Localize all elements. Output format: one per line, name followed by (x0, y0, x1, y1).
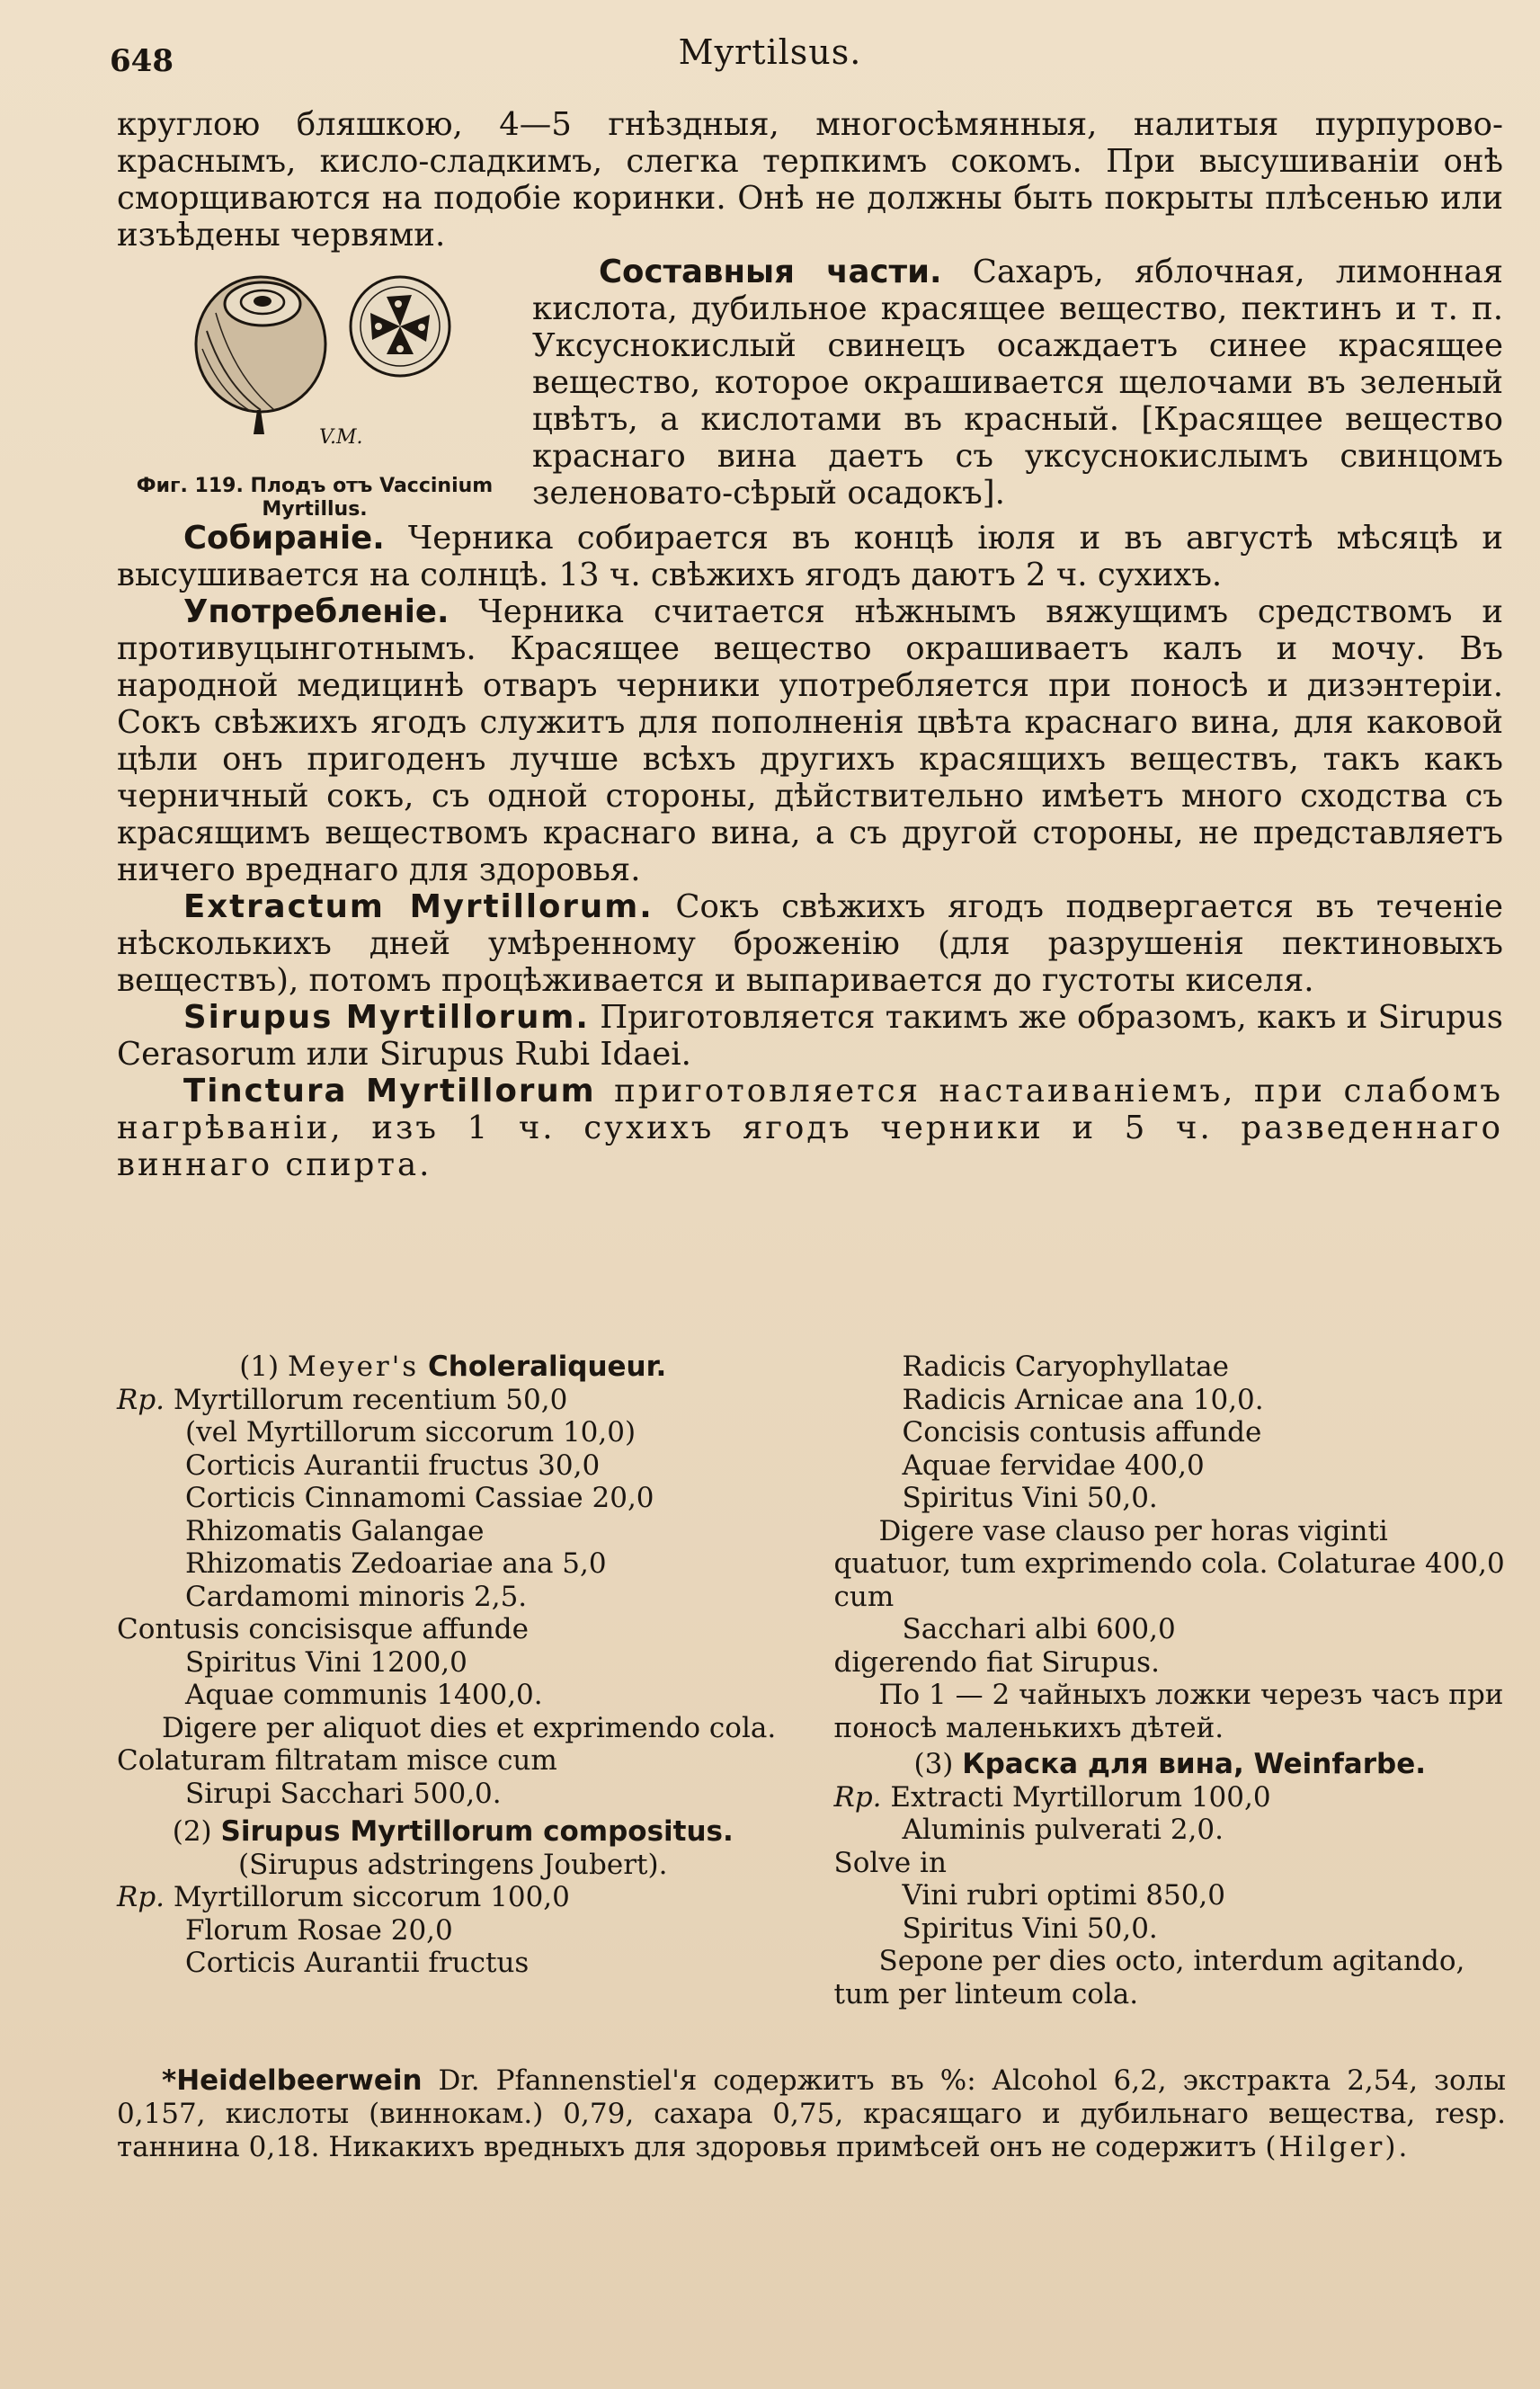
extract-paragraph: Extractum Myrtillorum. Сокъ свѣжихъ ягодъ подвергается въ теченіе нѣсколькихъ дней умѣренному броженію (для разрушенія пектиновыхъ веществъ), потомъ процѣживается и выпаривается до густоты киселя. (117, 888, 1503, 999)
recipe-2-line: Radicis Arnicae ana 10,0. (902, 1383, 1264, 1416)
running-title: Myrtilsus. (678, 32, 862, 72)
usage-paragraph: Употребленіе. Черника считается нѣжнымъ вяжущимъ средствомъ и противуцынготнымъ. Красящее вещество окрашиваетъ калъ и мочу. Въ народной медицинѣ отваръ черники употребляется при поносѣ и дизэнтеріи. Сокъ свѣжихъ ягодъ служитъ для пополненія цвѣта краснаго вина, для каковой цѣли онъ пригоденъ лучше всѣхъ другихъ красящихъ веществъ, такъ какъ черничный сокъ, съ одной стороны, дѣйствительно имѣетъ много сходства съ красящимъ веществомъ краснаго вина, а съ другой стороны, не представляетъ ничего вреднаго для здоровья. (117, 593, 1503, 888)
extract-heading: Extractum Myrtillorum. (183, 888, 654, 925)
recipe-1-line: Rp. Myrtillorum recentium 50,0 (117, 1383, 568, 1416)
recipe-1-line: Contusis concisisque affunde (117, 1613, 529, 1645)
recipe-1-line: Rhizomatis Zedoariae ana 5,0 (185, 1547, 607, 1580)
recipe-2-line: Rp. Myrtillorum siccorum 100,0 (117, 1881, 570, 1913)
collection-paragraph: Собираніе. Черника собирается въ концѣ іюля и въ августѣ мѣсяцѣ и высушивается на солнцѣ. 13 ч. свѣжихъ ягодъ даютъ 2 ч. сухихъ. (117, 520, 1503, 593)
recipe-2-line: Aquae fervidae 400,0 (902, 1449, 1205, 1482)
recipe-1-line: Digere per aliquot dies et exprimendo cola. Colaturam filtratam misce cum (117, 1711, 777, 1777)
recipe-2-line: Sacchari albi 600,0 (902, 1613, 1176, 1645)
constituents-paragraph: Составныя части. Сахаръ, яблочная, лимонная кислота, дубильное красящее вещество, пектинъ и т. п. Уксуснокислый свинецъ осаждаетъ синее красящее вещество, которое окрашивается щелочами въ зеленый цвѣтъ, а кислотами въ красный. [Красящее вещество краснаго вина даетъ съ уксуснокислымъ свинцомъ зеленовато-сѣрый осадокъ]. (532, 254, 1503, 512)
recipe-1-line: Rhizomatis Galangae (185, 1514, 485, 1547)
recipe-2-line: Concisis contusis affunde (902, 1416, 1262, 1449)
page-number: 648 (110, 43, 174, 79)
tincture-paragraph: Tinctura Myrtillorum приготовляется настаиваніемъ, при слабомъ нагрѣваніи, изъ 1 ч. сухихъ ягодъ черники и 5 ч. разведеннаго виннаго спирта. (117, 1073, 1503, 1183)
recipe-3-line: Vini rubri optimi 850,0 (902, 1879, 1225, 1912)
collection-heading: Собираніе. (183, 520, 385, 557)
figure-119 (117, 259, 512, 520)
figure-caption: Фиг. 119. Плодъ отъ Vaccinium Myrtillus. (136, 475, 494, 521)
recipe-1-line: Cardamomi minoris 2,5. (185, 1580, 528, 1613)
footnote-source: (Hilger). (1265, 2131, 1411, 2163)
recipe-1-line: Corticis Cinnamomi Cassiae 20,0 (185, 1482, 654, 1514)
berry-illustration-icon (171, 259, 467, 466)
recipe-2-line: digerendo fiat Sirupus. (833, 1645, 1160, 1679)
recipe-3-line: Spiritus Vini 50,0. (902, 1912, 1158, 1945)
recipe-3-line: Rp. Extracti Myrtillorum 100,0 (833, 1780, 1271, 1814)
recipes-section (117, 1350, 1506, 2061)
recipe-2-line: Florum Rosae 20,0 (185, 1913, 453, 1947)
recipe-3-line: Aluminis pulverati 2,0. (902, 1814, 1224, 1846)
recipes-right-column (834, 1350, 1507, 2061)
recipe-1-line: (vel Myrtillorum siccorum 10,0) (185, 1416, 636, 1449)
intro-paragraph: круглою бляшкою, 4—5 гнѣздныя, многосѣмянныя, налитыя пурпурово-краснымъ, кисло-сладкимъ, слегка терпкимъ сокомъ. При высушиваніи онѣ сморщиваются на подобіе коринки. Онѣ не должны быть покрыты плѣсенью или изъѣдены червями. (117, 106, 1503, 254)
sirup-heading: Sirupus Myrtillorum. (183, 999, 590, 1036)
recipe-1-title: (1) Meyer's Choleraliqueur. (239, 1350, 667, 1383)
recipe-1-line: Spiritus Vini 1200,0 (185, 1645, 467, 1679)
footnote: *Heidelbeerwein Dr. Pfannenstiel'я содержитъ въ %: Alcohol 6,2, экстракта 2,54, золы 0,157, кислоты (виннокам.) 0,79, сахара 0,75, красящаго и дубильнаго вещества, resp. таннина 0,18. Никакихъ вредныхъ для здоровья примѣсей онъ не содержитъ (Hilger). (117, 2064, 1506, 2163)
recipe-2-line: Radicis Caryophyllatae (902, 1350, 1229, 1383)
recipe-1-line: Corticis Aurantii fructus 30,0 (185, 1449, 601, 1482)
figure-initials: V.M. (319, 426, 363, 449)
constituents-heading: Составныя части. (599, 254, 942, 290)
usage-heading: Употребленіе. (183, 593, 450, 630)
recipe-3-title: (3) Краска для вина, Weinfarbe. (913, 1748, 1427, 1780)
recipe-3-line: Solve in (833, 1846, 947, 1879)
recipe-2-subtitle: (Sirupus adstringens Joubert). (238, 1848, 668, 1881)
main-text (117, 106, 1503, 1183)
recipe-2-title: (2) Sirupus Myrtillorum compositus. (172, 1815, 734, 1848)
recipe-3-line: Sepone per dies octo, interdum agitando, tum per linteum cola. (833, 1945, 1465, 2010)
recipes-left-column (117, 1350, 789, 2061)
recipe-2-line: Spiritus Vini 50,0. (902, 1482, 1158, 1514)
recipe-1-line: Sirupi Sacchari 500,0. (185, 1777, 502, 1810)
sirup-paragraph: Sirupus Myrtillorum. Приготовляется такимъ же образомъ, какъ и Sirupus Cerasorum или Sirupus Rubi Idaei. (117, 999, 1503, 1073)
recipe-2-note: По 1 — 2 чайныхъ ложки черезъ часъ при поносѣ маленькихъ дѣтей. (833, 1679, 1504, 1744)
footnote-heading: *Heidelbeerwein (162, 2064, 423, 2097)
tincture-heading: Tinctura Myrtillorum (183, 1073, 596, 1110)
recipe-2-line: Digere vase clauso per horas viginti quatuor, tum exprimendo cola. Colaturae 400,0 cum (833, 1514, 1505, 1613)
recipe-2-line: Corticis Aurantii fructus (185, 1947, 530, 1979)
recipe-1-line: Aquae communis 1400,0. (185, 1679, 543, 1711)
